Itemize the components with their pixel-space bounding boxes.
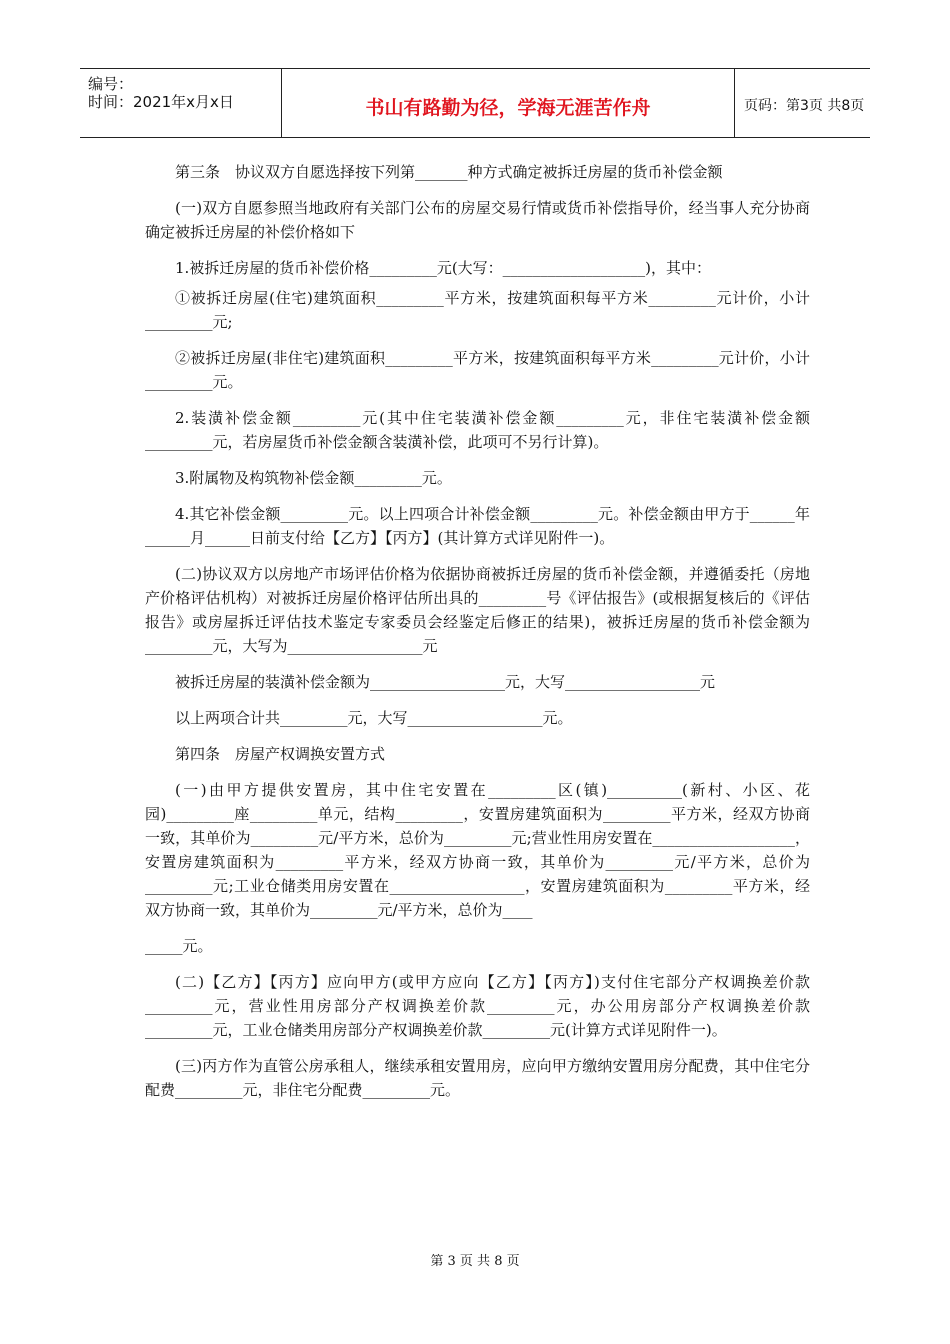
article-3-title: 第三条 协议双方自愿选择按下列第_______种方式确定被拆迁房屋的货币补偿金额: [175, 163, 723, 181]
header-page-number: 页码：第3页 共8页: [744, 98, 865, 114]
paragraph-allocation-fee: (三)丙方作为直管公房承租人，继续承租安置用房，应向甲方缴纳安置用房分配费，其中住宅分配费_________元，非住宅分配费_________元。: [145, 1057, 810, 1099]
paragraph-item-2: 2.装潢补偿金额_________元(其中住宅装潢补偿金额_________元，非住宅装潢补偿金额_________元，若房屋货币补偿金额含装潢补偿，此项可不另行计算)。: [145, 409, 810, 451]
paragraph-item-1: 1.被拆迁房屋的货币补偿价格_________元(大写：___________________)，其中：: [175, 259, 712, 277]
paragraph-residential-area: ①被拆迁房屋(住宅)建筑面积_________平方米，按建筑面积每平方米_________元计价，小计_________元;: [145, 289, 810, 331]
paragraph-option-1: (一)双方自愿参照当地政府有关部门公布的房屋交易行情或货币补偿指导价，经当事人充分协商确定被拆迁房屋的补偿价格如下: [145, 199, 810, 241]
document-body: [145, 160, 810, 1114]
paragraph-item-4: 4.其它补偿金额_________元。以上四项合计补偿金额_________元。补偿金额由甲方于______年______月______日前支付给【乙方】【丙方】(其计算方式详见附件一)。: [145, 505, 810, 547]
paragraph-price-difference: (二)【乙方】【丙方】应向甲方(或甲方应向【乙方】【丙方】)支付住宅部分产权调换差价款_________元，营业性用房部分产权调换差价款_________元，办公用房部分产权调换差价款_________元，工业仓储类用房部分产权调换差价款_________元(计算方式详见附件一)。: [145, 973, 810, 1039]
header-info-cell: [80, 69, 280, 137]
page-footer: 第 3 页 共 8 页: [430, 1254, 520, 1269]
document-number-label: 编号：: [88, 75, 134, 93]
paragraph-nonresidential-area: ②被拆迁房屋(非住宅)建筑面积_________平方米，按建筑面积每平方米_________元计价，小计_________元。: [145, 349, 810, 391]
paragraph-total: 以上两项合计共_________元，大写__________________元。: [175, 709, 573, 727]
article-4-title: 第四条 房屋产权调换安置方式: [175, 745, 386, 763]
header-motto: 书山有路勤为径，学海无涯苦作舟: [365, 97, 651, 119]
paragraph-resettlement: (一)由甲方提供安置房，其中住宅安置在_________区(镇)__________(新村、小区、花园)_________座_________单元，结构_________，安置房建筑面积为_________平方米，经双方协商一致，其单价为_________元/平方米，总价为_________元;营业性用房安置在___________________，安置房建筑面积为_________平方米，经双方协商一致，其单价为_________元/平方米，总价为_________元;工业仓储类用房安置在__________________，安置房建筑面积为_________平方米，经双方协商一致，其单价为_________元/平方米，总价为____: [145, 781, 810, 919]
header-motto-cell: [281, 69, 735, 137]
paragraph-resettlement-end: _____元。: [145, 937, 213, 955]
paragraph-decoration-amount: 被拆迁房屋的装潢补偿金额为__________________元，大写__________________元: [175, 673, 716, 691]
paragraph-item-3: 3.附属物及构筑物补偿金额_________元。: [175, 469, 452, 487]
document-time-label: 时间：2021年x月x日: [88, 93, 234, 111]
page-header: [80, 68, 870, 138]
header-page-cell: [734, 69, 870, 137]
paragraph-option-2: (二)协议双方以房地产市场评估价格为依据协商被拆迁房屋的货币补偿金额，并遵循委托（房地产价格评估机构）对被拆迁房屋价格评估所出具的_________号《评估报告》(或根据复核后的《评估报告》或房屋拆迁评估技术鉴定专家委员会经鉴定后修正的结果)，被拆迁房屋的货币补偿金额为_________元，大写为__________________元: [145, 565, 810, 655]
